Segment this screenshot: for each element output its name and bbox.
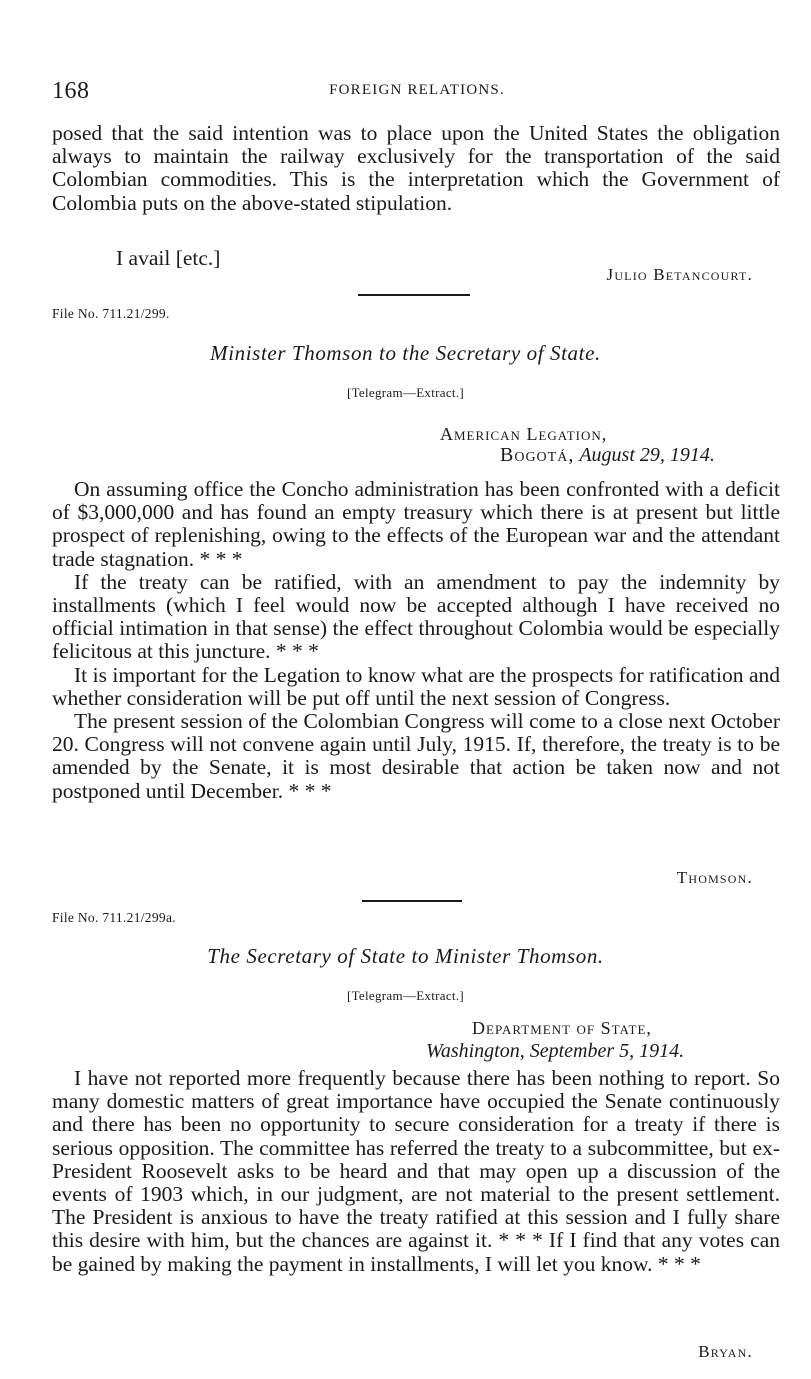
body-paragraph: If the treaty can be ratified, with an amendment to pay the indemnity by installments (which I feel would now be accepted although I have received no official intimation in that sense) the effect throughout Colombia would be especially felicitous at this juncture. * * * — [52, 569, 780, 664]
telegram-tag: [Telegram—Extract.] — [346, 988, 465, 1003]
signature-thomson: Thomson. — [676, 868, 753, 887]
body-paragraph: On assuming office the Concho administration has been confronted with a deficit of $3,000,000 and has found an empty treasury which there is at present but little prospect of replenishing, owing to the effects of the European war and the attendant trade stagnation. * * * — [52, 477, 780, 571]
body-paragraph: The present session of the Colombian Congress will come to a close next October 20. Congress will not convene again until July, 1915. If, therefore, the treaty is to be amended by the Senate, it is most desirable that action be taken now and not postponed until December. * * * — [52, 709, 780, 803]
page-header — [52, 78, 782, 108]
dateline — [500, 444, 715, 467]
signature-bryan: Bryan. — [698, 1342, 753, 1361]
document-heading: The Secretary of State to Minister Thomson. — [207, 944, 604, 968]
divider — [362, 900, 462, 902]
dateline-date: Washington, September 5, 1914. — [426, 1040, 685, 1062]
document-heading: Minister Thomson to the Secretary of State. — [210, 341, 601, 365]
file-number: File No. 711.21/299a. — [52, 910, 176, 925]
body-paragraph: I have not reported more frequently because there has been nothing to report. So many domestic matters of great importance have occupied the Senate continuously and there has been no opportunity to secure consideration for a treaty if there is serious opposition. The committee has referred the treaty to a subcommittee, but ex-President Roosevelt asks to be heard and that may open up a discussion of the events of 1903 which, in our judgment, are not material to the present settlement. The President is anxious to have the treaty ratified at this session and I fully share this desire with him, but the chances are against it. * * * If I find that any votes can be gained by making the payment in installments, I will let you know. * * * — [52, 1066, 780, 1276]
page-number: 168 — [52, 78, 90, 104]
telegram-tag: [Telegram—Extract.] — [346, 385, 465, 400]
closing-line: I avail [etc.] — [116, 246, 221, 270]
file-number: File No. 711.21/299. — [52, 306, 170, 321]
intro-paragraph: posed that the said intention was to place upon the United States the obligation always to maintain the railway exclusively for the transportation of the said Colombian commodities. This is the interpretation which the Government of Colombia puts on the above-stated stipulation. — [52, 121, 780, 215]
signature-betancourt: Julio Betancourt. — [606, 265, 753, 284]
dateline-city: Bogotá, — [500, 444, 575, 466]
sender-place: American Legation, — [440, 424, 608, 444]
intro-block — [52, 122, 780, 215]
dateline-date: August 29, 1914. — [579, 444, 715, 466]
telegram-body — [52, 478, 780, 803]
divider — [358, 294, 470, 296]
dateline — [426, 1040, 684, 1063]
body-paragraph: It is important for the Legation to know what are the prospects for ratification and whether consideration will be put off until the next session of Congress. — [52, 662, 780, 710]
sender-place: Department of State, — [472, 1018, 652, 1038]
running-title: FOREIGN RELATIONS. — [329, 82, 505, 98]
telegram-body — [52, 1067, 780, 1276]
